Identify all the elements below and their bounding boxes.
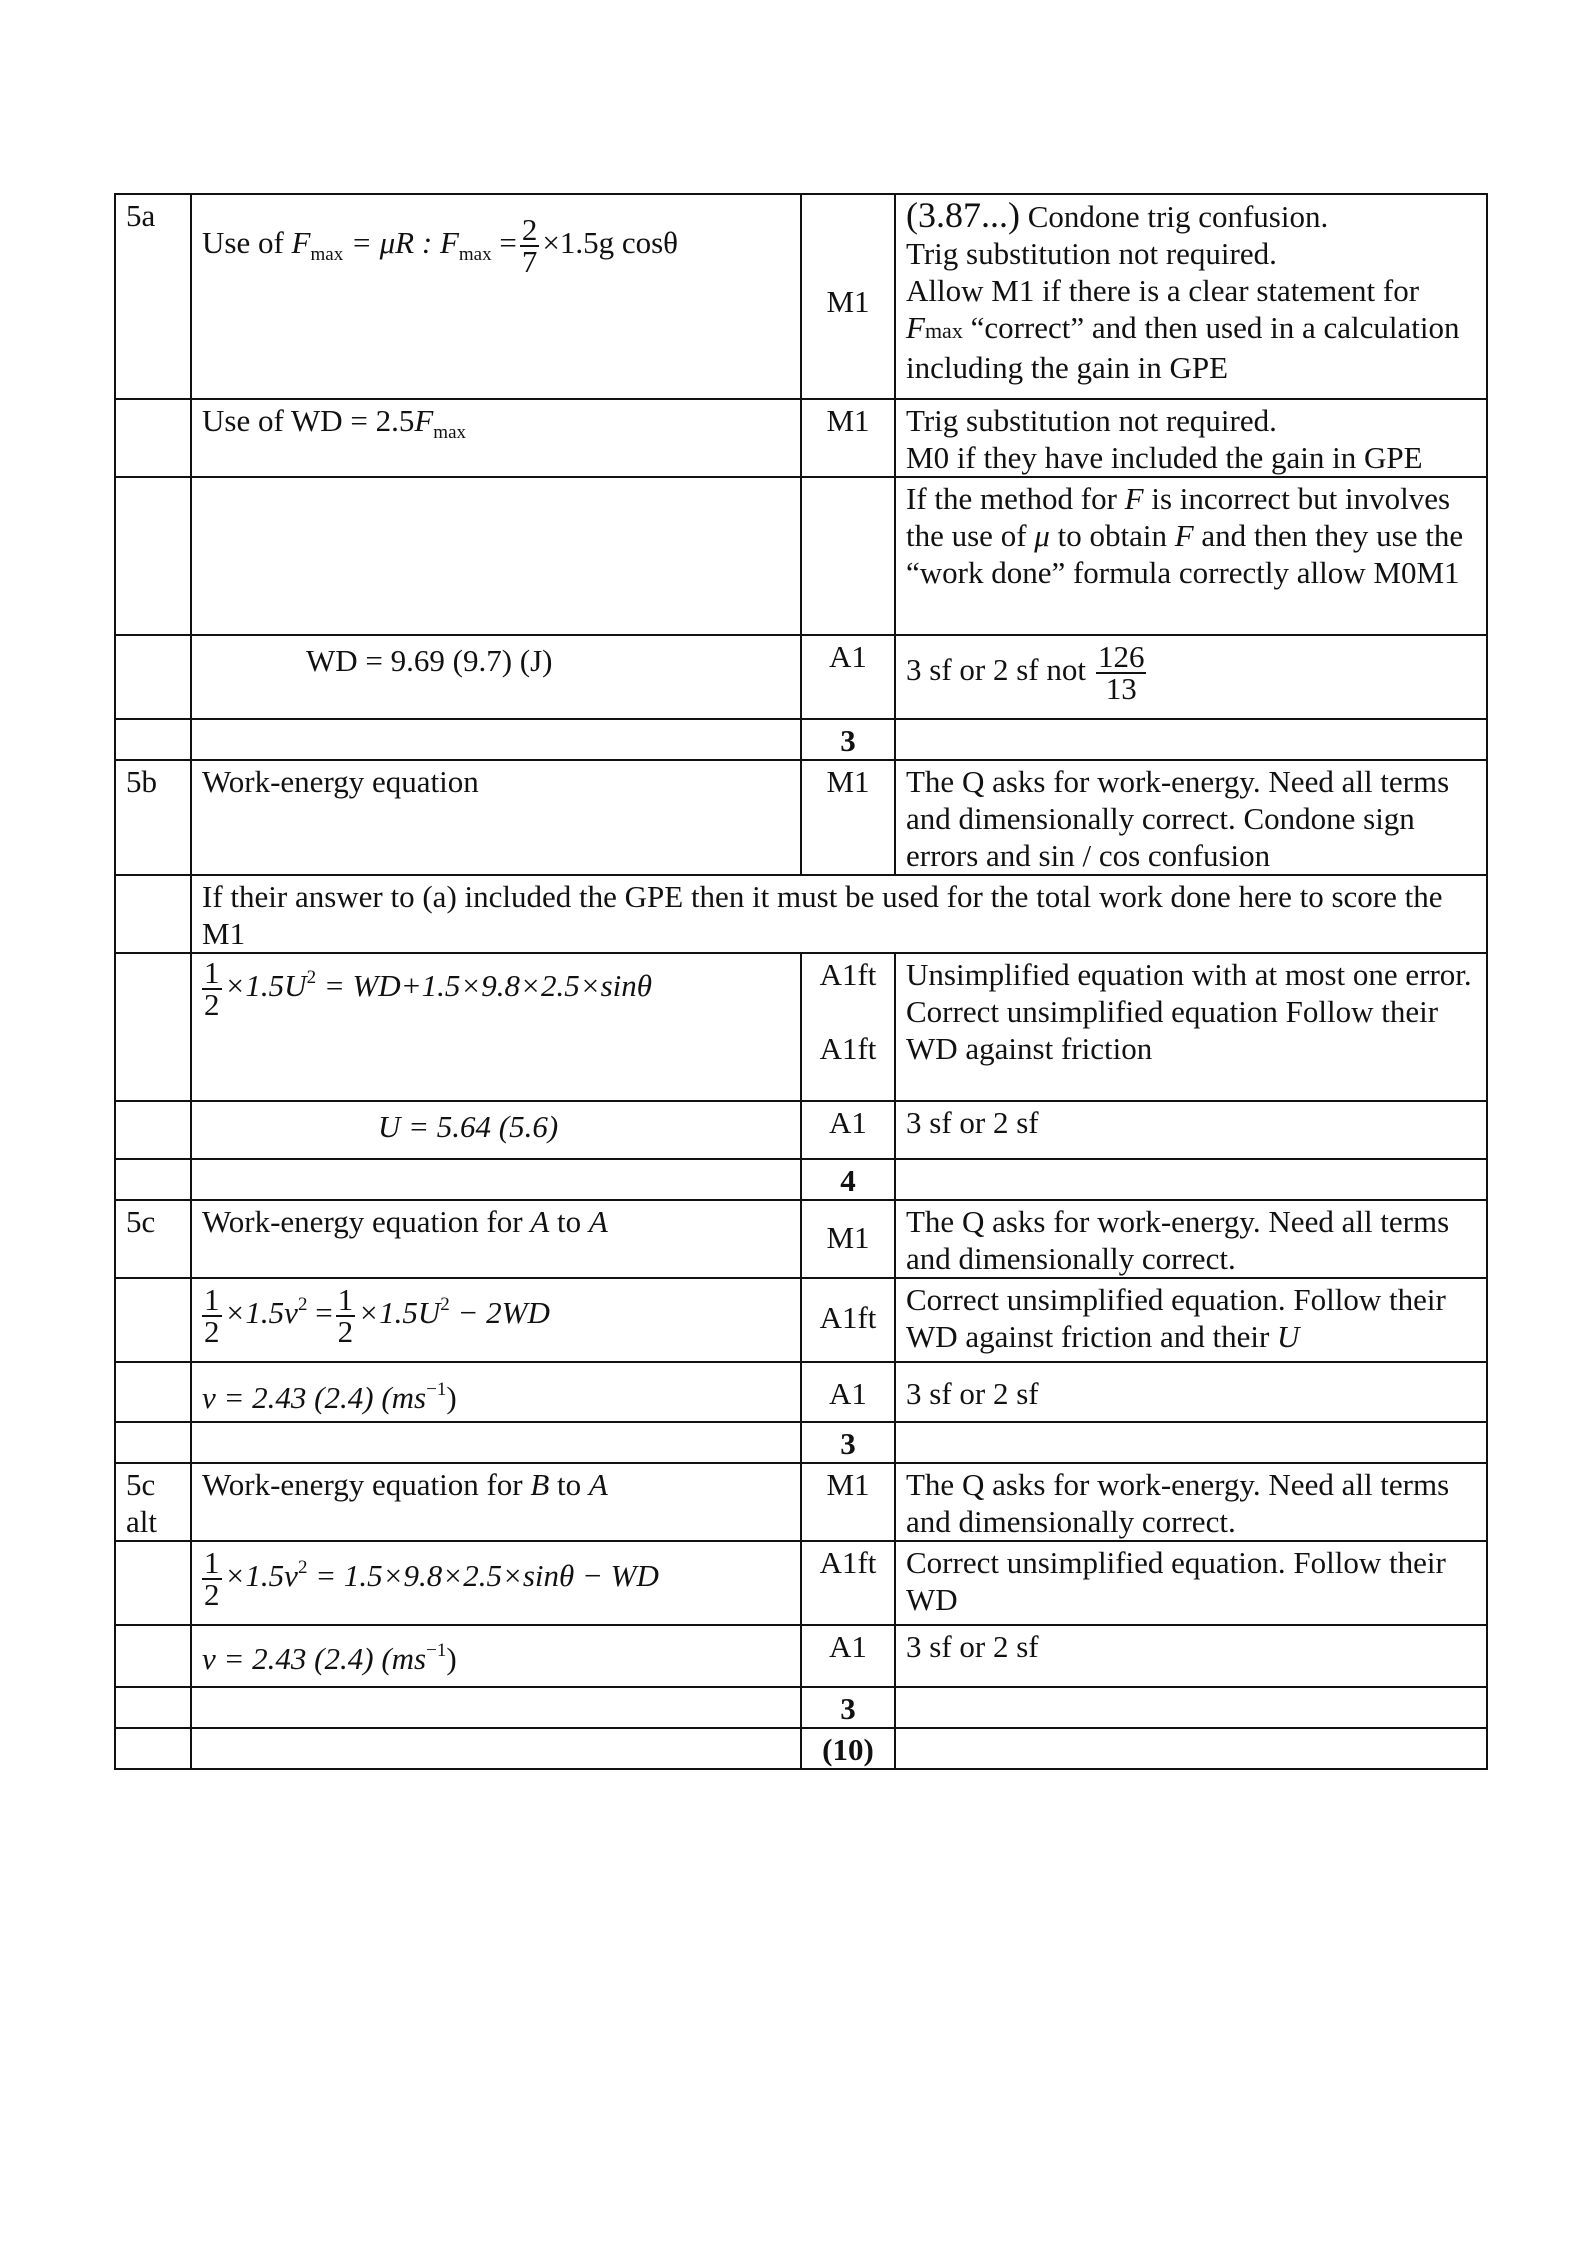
notes-cell: (3.87...) Condone trig confusion. Trig substitution not required. Allow M1 if there is a clear statement for Fmax “correct” and then used in a calculation including the gain in GPE bbox=[895, 194, 1487, 399]
table-row: Use of WD = $2.5F_{max}$ M1 Trig substitution not required. M0 if they have included the gain in GPE bbox=[115, 399, 1487, 477]
total-row: 3 bbox=[115, 1422, 1487, 1463]
table-row: WD = 9.69 (9.7) (J) A1 3 sf or 2 sf not $\frac{126}{13}$ bbox=[115, 635, 1487, 719]
table-row: $\frac{1}{2}$ $\times 1.5v^2$ = $\frac{1}{2}$ $\times 1.5U^2 - 2WD$ A1ft Correct unsimplified equation. Follow their WD against friction and their U bbox=[115, 1278, 1487, 1362]
table-row: U = 5.64 (5.6) A1 3 sf or 2 sf bbox=[115, 1101, 1487, 1159]
total-row: 4 bbox=[115, 1159, 1487, 1200]
table-row: v = 2.43 (2.4) $(ms^{-1})$ A1 3 sf or 2 sf bbox=[115, 1362, 1487, 1422]
question-number: 5a bbox=[115, 194, 191, 399]
fraction: $\frac{2}{7}$ bbox=[521, 212, 538, 279]
working-cell: Use of $F_{max} = \mu R$ : $F_{max}$ = $\frac{2}{7}$ ×1.5g cosθ bbox=[191, 194, 801, 399]
table-row: $\frac{1}{2}$ $\times 1.5U^2 = WD+1.5\times 9.8\times 2.5\times\sin\theta$ A1ft A1ft Unsimplified equation with at most one error. Correct unsimplified equation Follow their WD against friction bbox=[115, 953, 1487, 1101]
mark-cell: M1 bbox=[801, 194, 895, 399]
table-row: If their answer to (a) included the GPE then it must be used for the total work done here to score the M1 bbox=[115, 875, 1487, 953]
total-row: 3 bbox=[115, 1687, 1487, 1728]
total-row: 3 bbox=[115, 719, 1487, 760]
table-row: $\frac{1}{2}$ $\times 1.5v^2 = 1.5\times 9.8\times 2.5\times\sin\theta$ − WD A1ft Correct unsimplified equation. Follow their WD bbox=[115, 1541, 1487, 1625]
table-row bbox=[115, 194, 1487, 399]
mark-scheme-table bbox=[114, 193, 1488, 1770]
table-row: v = 2.43 (2.4) $(ms^{-1})$ A1 3 sf or 2 sf bbox=[115, 1625, 1487, 1687]
table-row: 5b Work-energy equation M1 The Q asks for work-energy. Need all terms and dimensionally correct. Condone sign errors and sin / cos confusion bbox=[115, 760, 1487, 875]
table-row: 5c alt Work-energy equation for B to A M1 The Q asks for work-energy. Need all terms and dimensionally correct. bbox=[115, 1463, 1487, 1541]
table-row: If the method for F is incorrect but involves the use of μ to obtain F and then they use the “work done” formula correctly allow M0M1 bbox=[115, 477, 1487, 635]
grand-total-row: (10) bbox=[115, 1728, 1487, 1769]
table-row: 5c Work-energy equation for A to A M1 The Q asks for work-energy. Need all terms and dimensionally correct. bbox=[115, 1200, 1487, 1278]
